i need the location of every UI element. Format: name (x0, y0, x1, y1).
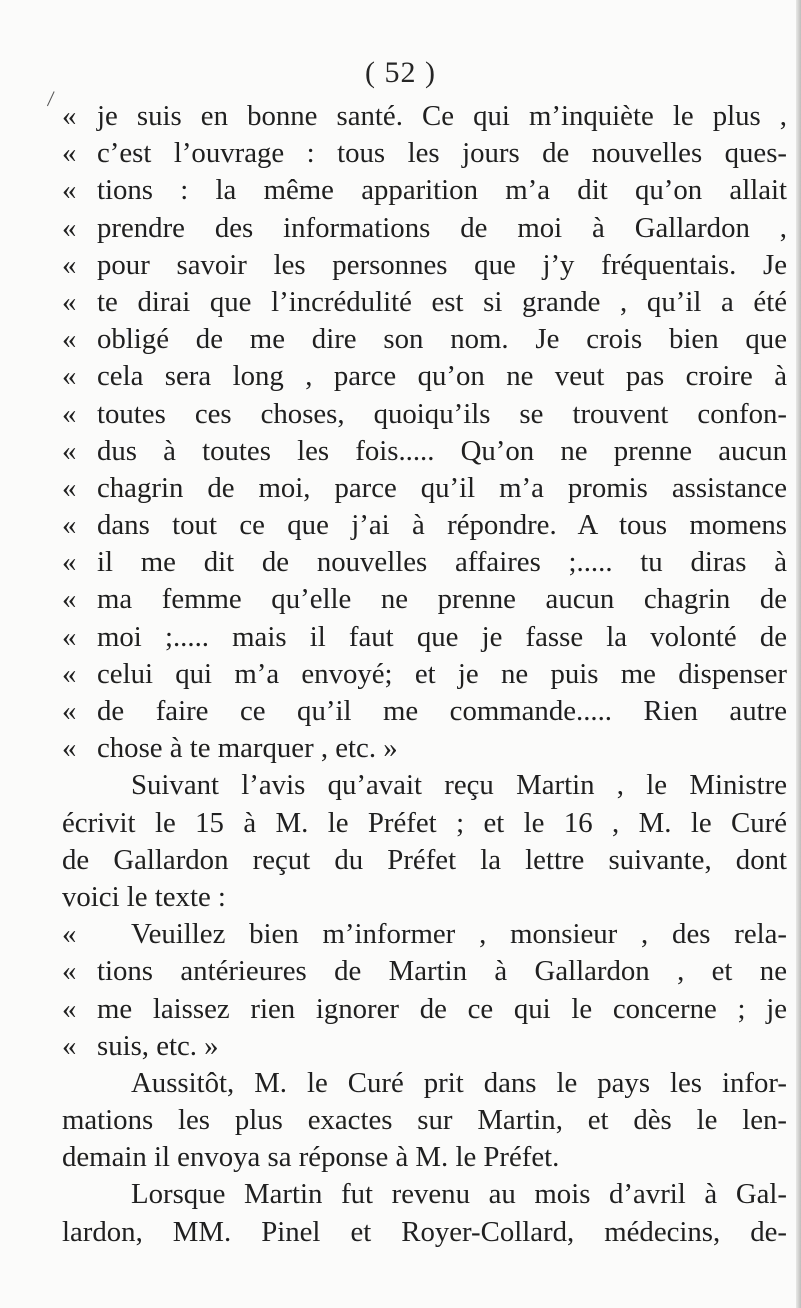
line-text: me laissez rien ignorer de ce qui le concerne ; je (97, 992, 787, 1025)
quote-mark: « (62, 100, 77, 132)
text-line (0, 433, 801, 470)
quote-mark: « (62, 360, 77, 393)
text-line (0, 991, 801, 1028)
line-text: cela sera long , parce qu’on ne veut pas croire à (97, 360, 787, 393)
quote-mark: « (62, 955, 77, 988)
text-line (0, 358, 801, 395)
text-line (0, 544, 801, 581)
line-text: pour savoir les personnes que j’y fréquentais. Je (97, 248, 787, 281)
text-line (0, 284, 801, 321)
line-text: lardon, MM. Pinel et Royer-Collard, médecins, de- (62, 1215, 787, 1248)
quote-mark: « (62, 620, 77, 653)
text-line (0, 321, 801, 358)
line-text: écrivit le 15 à M. le Préfet ; et le 16 , M. le Curé (62, 806, 787, 839)
line-text: moi ;..... mais il faut que je fasse la volonté de (97, 620, 787, 653)
line-text: voici le texte : (62, 880, 226, 913)
line-text: Suivant l’avis qu’avait reçu Martin , le Ministre (131, 769, 787, 802)
quote-mark: « (62, 583, 77, 616)
line-text: Lorsque Martin fut revenu au mois d’avril à Gal- (131, 1178, 787, 1211)
line-text: de Gallardon reçut du Préfet la lettre suivante, dont (62, 843, 787, 876)
text-line (0, 210, 801, 247)
text-line (0, 1102, 801, 1139)
text-line (0, 953, 801, 990)
quote-mark: « (62, 918, 77, 951)
text-line (0, 507, 801, 544)
quote-mark: « (62, 248, 77, 281)
quote-mark: « (62, 509, 77, 542)
quote-mark: « (62, 434, 77, 467)
text-line (0, 172, 801, 209)
body-text (0, 98, 801, 1251)
line-text: dus à toutes les fois..... Qu’on ne prenne aucun (97, 434, 787, 467)
line-text: c’est l’ouvrage : tous les jours de nouvelles ques- (97, 137, 787, 170)
line-text: je suis en bonne santé. Ce qui m’inquiète le plus , (97, 100, 787, 132)
quote-mark: « (62, 732, 77, 765)
text-line (0, 619, 801, 656)
quote-mark: « (62, 174, 77, 207)
quote-mark: « (62, 323, 77, 356)
quote-mark: « (62, 137, 77, 170)
line-text: demain il envoya sa réponse à M. le Préfet. (62, 1141, 560, 1174)
text-line (0, 98, 801, 135)
text-line (0, 470, 801, 507)
line-text: Veuillez bien m’informer , monsieur , des rela- (131, 918, 787, 951)
text-line (0, 1139, 801, 1176)
text-line (0, 1028, 801, 1065)
line-text: tions antérieures de Martin à Gallardon , et ne (97, 955, 787, 988)
text-line (0, 879, 801, 916)
line-text: chose à te marquer , etc. » (97, 732, 398, 765)
text-line (0, 247, 801, 284)
quote-mark: « (62, 211, 77, 244)
line-text: prendre des informations de moi à Gallardon , (97, 211, 787, 244)
line-text: chagrin de moi, parce qu’il m’a promis assistance (97, 471, 787, 504)
quote-mark: « (62, 992, 77, 1025)
line-text: suis, etc. » (97, 1029, 219, 1062)
page-number: ( 52 ) (365, 56, 436, 89)
line-text: mations les plus exactes sur Martin, et dès le len- (62, 1104, 787, 1137)
line-text: toutes ces choses, quoiqu’ils se trouvent confon- (97, 397, 787, 430)
line-text: te dirai que l’incrédulité est si grande , qu’il a été (97, 285, 787, 318)
quote-mark: « (62, 397, 77, 430)
text-line (0, 656, 801, 693)
line-text: de faire ce qu’il me commande..... Rien autre (97, 695, 787, 727)
text-line (0, 842, 801, 879)
text-line (0, 693, 801, 730)
quote-mark: « (62, 695, 77, 727)
line-text: Aussitôt, M. le Curé prit dans le pays les infor- (131, 1066, 787, 1099)
line-text: obligé de me dire son nom. Je crois bien que (97, 323, 787, 356)
text-line (0, 581, 801, 618)
text-line (0, 916, 801, 953)
text-line (0, 767, 801, 804)
text-line (0, 396, 801, 433)
text-line (0, 730, 801, 767)
text-line (0, 805, 801, 842)
quote-mark: « (62, 285, 77, 318)
text-line (0, 1176, 801, 1213)
quote-mark: « (62, 546, 77, 579)
quote-mark: « (62, 657, 77, 690)
text-line (0, 1065, 801, 1102)
text-line (0, 1214, 801, 1251)
line-text: dans tout ce que j’ai à répondre. A tous momens (97, 509, 787, 542)
line-text: tions : la même apparition m’a dit qu’on allait (97, 174, 787, 207)
quote-mark: « (62, 1029, 77, 1062)
line-text: ma femme qu’elle ne prenne aucun chagrin de (97, 583, 787, 616)
line-text: il me dit de nouvelles affaires ;..... tu diras à (97, 546, 787, 579)
line-text: celui qui m’a envoyé; et je ne puis me dispenser (97, 657, 787, 690)
text-line (0, 135, 801, 172)
quote-mark: « (62, 471, 77, 504)
